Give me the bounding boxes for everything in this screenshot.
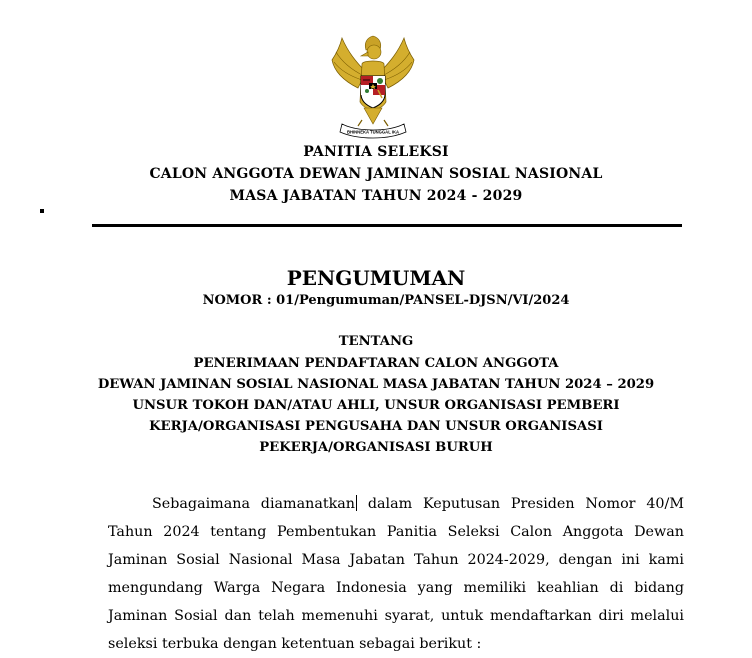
subject-line: PENERIMAAN PENDAFTARAN CALON ANGGOTA xyxy=(193,356,559,371)
bullet-mark xyxy=(40,209,44,213)
header-term-period: MASA JABATAN TAHUN 2024 - 2029 xyxy=(229,188,523,204)
header-divider xyxy=(92,224,682,227)
subject-line: KERJA/ORGANISASI PENGUSAHA DAN UNSUR ORGANISASI xyxy=(149,419,603,434)
subject-line: PEKERJA/ORGANISASI BURUH xyxy=(259,440,493,455)
announcement-title: PENGUMUMAN xyxy=(286,266,466,290)
subject-line: UNSUR TOKOH DAN/ATAU AHLI, UNSUR ORGANISASI PEMBERI xyxy=(132,398,620,413)
body-text-before-cursor: Sebagaimana diamanatkan xyxy=(152,496,356,512)
body-paragraph[interactable] xyxy=(108,490,684,658)
garuda-pancasila-emblem xyxy=(328,32,418,140)
header-committee-name: PANITIA SELEKSI xyxy=(303,144,449,160)
subject-label: TENTANG xyxy=(338,334,414,349)
subject-line: DEWAN JAMINAN SOSIAL NASIONAL MASA JABATAN TAHUN 2024 – 2029 xyxy=(97,377,655,392)
body-text-after-cursor: dalam Keputusan Presiden Nomor 40/M Tahun 2024 tentang Pembentukan Panitia Seleksi Calon Anggota Dewan Jaminan Sosial Nasional Masa Jabatan Tahun 2024-2029, dengan ini kami mengundang Warga Negara Indonesia yang memiliki keahlian di bidang Jaminan Sosial dan telah memenuhi syarat, untuk mendaftarkan diri melalui seleksi terbuka dengan ketentuan sebagai berikut : xyxy=(108,496,684,652)
emblem-ribbon-text: BHINNEKA TUNGGAL IKA xyxy=(346,129,400,135)
announcement-number: NOMOR : 01/Pengumuman/PANSEL-DJSN/VI/2024 xyxy=(202,293,570,308)
header-committee-scope: CALON ANGGOTA DEWAN JAMINAN SOSIAL NASIONAL xyxy=(149,166,603,182)
